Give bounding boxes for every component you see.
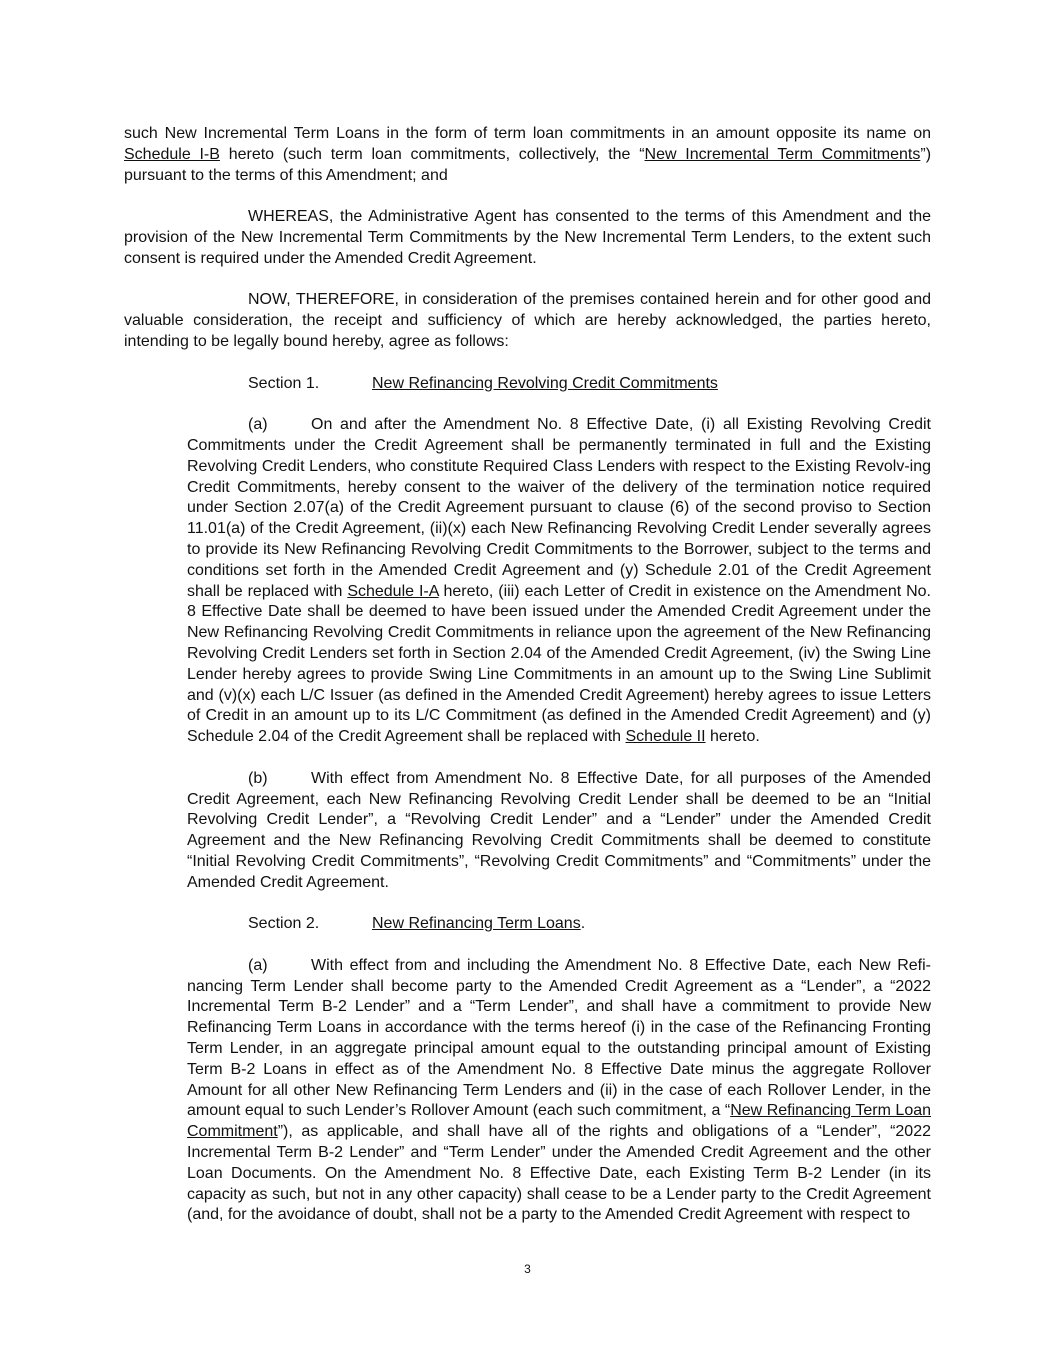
section-2-title: New Refinancing Term Loans: [372, 915, 581, 933]
clause-b-label: (b): [248, 769, 268, 787]
intro-text-2: hereto (such term loan commitments, collectively, the “: [219, 145, 645, 163]
section-1-clause-b: [187, 769, 931, 894]
page-number: 3: [524, 1262, 531, 1276]
defined-term-new-refinancing-term-loan-commitment: New Refinancing Term Loan Commitment: [187, 1102, 932, 1141]
section-2-clause-a: [187, 956, 931, 1226]
clause-b-text: With effect from Amendment No. 8 Effective Date, for all purposes of the Amended Credit Agreement, each New Refinancing Revolving Credit Lender shall be deemed to be an “Initial Revolving Credit Lender”, a “Revolving Credit Lender” and a “Lender” under the Amended Credit Agreement and the New Refinancing Revolving Credit Commitments shall be deemed to constitute “Initial Revolving Credit Commitments”, “Revolving Credit Commitments” and “Commitments” under the Amended Credit Agreement.: [187, 769, 931, 891]
section-2-clause-a-text-2: ”), as applicable, and shall have all of the rights and obligations of a “Lender”, “2022 Incremental Term B-2 Lender” and “Term Lender” under the Amended Credit Agreement and the other Loan Documents. On the Amendment No. 8 Effective Date, each Existing Term B-2 Lender (in its capacity as such, but not in any other capacity) shall cease to be a Lender party to the Credit Agreement (and, for the avoidance of doubt, shall not be a party to the Amended Credit Agreement with respect to: [187, 1123, 931, 1224]
paragraph-intro: [124, 124, 931, 186]
intro-text-3: ”) pursuant to the terms of this Amendment; and: [124, 145, 932, 184]
section-2-label: Section 2.: [248, 915, 320, 933]
document-page: [124, 124, 931, 1226]
clause-a-text-3: hereto.: [705, 728, 760, 746]
defined-term-new-incremental-term-commitments: New Incremental Term Commitments: [644, 145, 921, 163]
clause-a-label: (a): [248, 416, 268, 434]
paragraph-whereas: WHEREAS, the Administrative Agent has consented to the terms of this Amendment and the provision of the New Incremental Term Commitments by the New Incremental Term Lenders, to the extent such consent is required under the Amended Credit Agreement.: [124, 208, 931, 267]
section-2-period: .: [580, 915, 586, 933]
clause-a-text-1: On and after the Amendment No. 8 Effective Date, (i) all Existing Revolving Credit Commitments under the Credit Agreement shall be permanently terminated in full and the Existing Revolving Credit Lenders, who constitute Required Class Lenders with respect to the Existing Revolv-ing Credit Commitments, hereby consent to the waiver of the delivery of the termination notice required under Section 2.07(a) of the Credit Agreement pursuant to clause (6) of the second proviso to Section 11.01(a) of the Credit Agreement, (ii)(x) each New Refinancing Revolving Credit Lender severally agrees to provide its New Refinancing Revolving Credit Commitments to the Borrower, subject to the terms and conditions set forth in the Amended Credit Agreement and (y) Schedule 2.01 of the Credit Agreement shall be replaced with: [187, 416, 931, 600]
section-1-clause-a: [187, 415, 931, 748]
schedule-ii-reference: Schedule II: [625, 728, 706, 746]
paragraph-now-therefore: NOW, THEREFORE, in consideration of the premises contained herein and for other good and valuable consideration, the receipt and sufficiency of which are hereby acknowledged, the parties hereto, intending to be legally bound hereby, agree as follows:: [124, 291, 931, 350]
section-1-title: New Refinancing Revolving Credit Commitments: [372, 374, 718, 392]
section-1-label: Section 1.: [248, 374, 320, 392]
section-2-clause-a-text-1: With effect from and including the Amendment No. 8 Effective Date, each New Refi-nancing Term Lender shall become party to the Amended Credit Agreement as a “Lender”, a “2022 Incremental Term B-2 Lender” and a “Term Lender”, and shall have a commitment to provide New Refinancing Term Loans in accordance with the terms hereof (i) in the case of the Refinancing Fronting Term Lender, in an aggregate principal amount equal to the outstanding principal amount of Existing Term B-2 Loans in effect as of the Amendment No. 8 Effective Date minus the aggregate Rollover Amount for all other New Refinancing Term Lenders and (ii) in the case of each Rollover Lender, in the amount equal to such Lender’s Rollover Amount (each such commitment, a “: [187, 956, 931, 1120]
clause-a-text-2: hereto, (iii) each Letter of Credit in existence on the Amendment No. 8 Effective Date shall be deemed to have been issued under the Amended Credit Agreement under the New Refinancing Revolving Credit Commitments in reliance upon the agreement of the New Refinancing Revolving Credit Lenders set forth in Section 2.04 of the Amended Credit Agreement, (iv) the Swing Line Lender hereby agrees to provide Swing Line Commitments in an amount up to the Swing Line Sublimit and (v)(x) each L/C Issuer (as defined in the Amended Credit Agreement) hereby agrees to issue Letters of Credit in an amount up to its L/C Commitment (as defined in the Amended Credit Agreement) and (y) Schedule 2.04 of the Credit Agreement shall be replaced with: [187, 582, 932, 746]
section-2-clause-a-label: (a): [248, 956, 268, 974]
intro-text-1: such New Incremental Term Loans in the form of term loan commitments in an amount opposite its name on: [124, 125, 931, 142]
schedule-i-a-reference: Schedule I-A: [347, 582, 439, 600]
section-1-heading: [248, 374, 931, 395]
schedule-i-b-reference: Schedule I-B: [124, 145, 220, 163]
section-2-heading: [248, 914, 931, 935]
